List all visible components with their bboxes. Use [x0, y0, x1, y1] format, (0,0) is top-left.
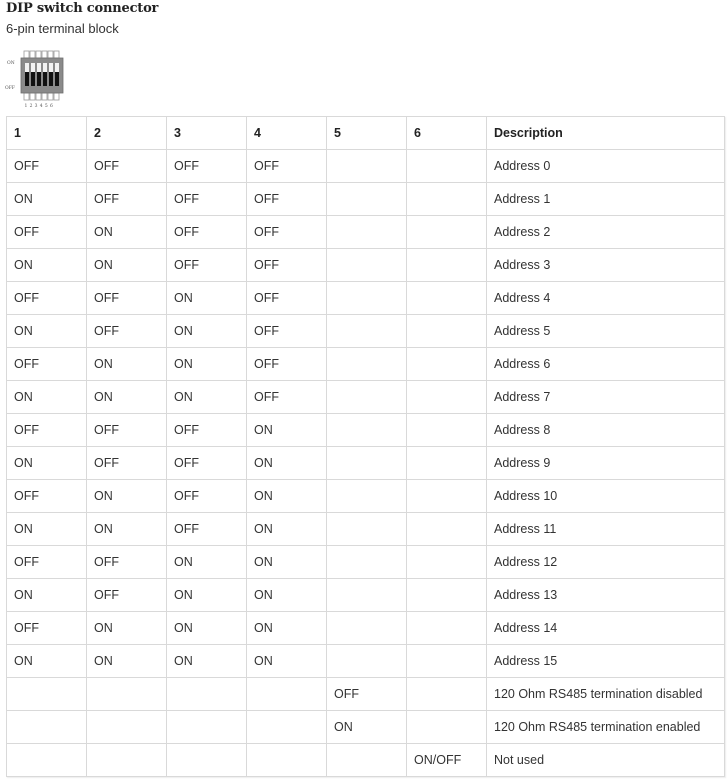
switch-6-cell: [407, 414, 487, 447]
description-cell: Address 13: [487, 579, 725, 612]
switch-1-cell: ON: [7, 645, 87, 678]
switch-6-cell: ON/OFF: [407, 744, 487, 777]
switch-1-cell: [7, 744, 87, 777]
switch-6-cell: [407, 612, 487, 645]
switch-4-cell: OFF: [247, 183, 327, 216]
description-cell: Address 2: [487, 216, 725, 249]
switch-3-cell: OFF: [167, 414, 247, 447]
table-row: [7, 480, 725, 513]
description-cell: Address 6: [487, 348, 725, 381]
switch-1-cell: ON: [7, 579, 87, 612]
switch-3-cell: ON: [167, 546, 247, 579]
switch-1-cell: [7, 711, 87, 744]
switch-4-cell: ON: [247, 645, 327, 678]
column-header-switch-4: 4: [247, 117, 327, 150]
switch-3-cell: ON: [167, 315, 247, 348]
switch-1-cell: OFF: [7, 150, 87, 183]
switch-1-cell: OFF: [7, 348, 87, 381]
description-cell: Address 5: [487, 315, 725, 348]
switch-6-cell: [407, 150, 487, 183]
table-row: [7, 447, 725, 480]
switch-3-cell: OFF: [167, 513, 247, 546]
description-cell: Address 10: [487, 480, 725, 513]
switch-3-cell: OFF: [167, 183, 247, 216]
switch-1-cell: ON: [7, 447, 87, 480]
dip-settings-table: [6, 116, 725, 777]
switch-5-cell: [327, 348, 407, 381]
description-cell: Address 7: [487, 381, 725, 414]
switch-4-cell: OFF: [247, 216, 327, 249]
description-cell: 120 Ohm RS485 termination disabled: [487, 678, 725, 711]
switch-2-cell: [87, 711, 167, 744]
switch-1-cell: OFF: [7, 546, 87, 579]
switch-2-cell: OFF: [87, 579, 167, 612]
switch-5-cell: [327, 414, 407, 447]
description-cell: Address 1: [487, 183, 725, 216]
column-header-description: Description: [487, 117, 725, 150]
switch-5-cell: [327, 546, 407, 579]
column-header-switch-3: 3: [167, 117, 247, 150]
table-body: [7, 150, 725, 777]
switch-5-cell: [327, 150, 407, 183]
switch-5-cell: [327, 645, 407, 678]
switch-3-cell: OFF: [167, 447, 247, 480]
dip-switch-image: [4, 50, 70, 110]
switch-1-cell: OFF: [7, 414, 87, 447]
column-header-switch-1: 1: [7, 117, 87, 150]
switch-2-cell: OFF: [87, 282, 167, 315]
switch-2-cell: OFF: [87, 315, 167, 348]
table-row: [7, 612, 725, 645]
switch-2-cell: OFF: [87, 546, 167, 579]
switch-3-cell: ON: [167, 381, 247, 414]
switch-5-cell: [327, 282, 407, 315]
switch-6-cell: [407, 348, 487, 381]
switch-2-cell: ON: [87, 381, 167, 414]
description-cell: Address 0: [487, 150, 725, 183]
switch-5-cell: [327, 513, 407, 546]
switch-4-cell: ON: [247, 513, 327, 546]
switch-6-cell: [407, 711, 487, 744]
switch-3-cell: ON: [167, 645, 247, 678]
switch-3-cell: ON: [167, 612, 247, 645]
table-row: [7, 183, 725, 216]
table-row: [7, 546, 725, 579]
description-cell: Address 4: [487, 282, 725, 315]
switch-6-cell: [407, 282, 487, 315]
switch-3-cell: [167, 678, 247, 711]
description-cell: Address 8: [487, 414, 725, 447]
description-cell: 120 Ohm RS485 termination enabled: [487, 711, 725, 744]
switch-3-cell: ON: [167, 348, 247, 381]
description-cell: Address 12: [487, 546, 725, 579]
dip-pin-numbers: 1 2 3 4 5 6: [24, 104, 54, 109]
switch-6-cell: [407, 249, 487, 282]
dip-on-label: ON: [7, 61, 15, 66]
switch-1-cell: OFF: [7, 612, 87, 645]
switch-6-cell: [407, 315, 487, 348]
column-header-switch-5: 5: [327, 117, 407, 150]
switch-6-cell: [407, 645, 487, 678]
table-row: [7, 678, 725, 711]
switch-5-cell: [327, 612, 407, 645]
switch-6-cell: [407, 216, 487, 249]
switch-2-cell: OFF: [87, 447, 167, 480]
switch-4-cell: ON: [247, 414, 327, 447]
switch-2-cell: [87, 744, 167, 777]
switch-5-cell: [327, 744, 407, 777]
switch-5-cell: [327, 216, 407, 249]
switch-2-cell: OFF: [87, 183, 167, 216]
switch-6-cell: [407, 579, 487, 612]
switch-5-cell: [327, 480, 407, 513]
column-header-switch-6: 6: [407, 117, 487, 150]
switch-5-cell: [327, 447, 407, 480]
dip-off-label: OFF: [5, 86, 15, 91]
switch-4-cell: [247, 678, 327, 711]
switch-4-cell: OFF: [247, 282, 327, 315]
switch-3-cell: [167, 711, 247, 744]
switch-4-cell: ON: [247, 480, 327, 513]
switch-3-cell: OFF: [167, 150, 247, 183]
switch-5-cell: [327, 183, 407, 216]
switch-3-cell: ON: [167, 579, 247, 612]
switch-4-cell: OFF: [247, 381, 327, 414]
description-cell: Address 15: [487, 645, 725, 678]
switch-3-cell: OFF: [167, 249, 247, 282]
switch-1-cell: ON: [7, 249, 87, 282]
switch-3-cell: OFF: [167, 216, 247, 249]
description-cell: Address 11: [487, 513, 725, 546]
switch-2-cell: ON: [87, 645, 167, 678]
switch-6-cell: [407, 447, 487, 480]
page-subtitle: 6-pin terminal block: [6, 21, 119, 36]
switch-4-cell: OFF: [247, 315, 327, 348]
table-row: [7, 315, 725, 348]
table-row: [7, 249, 725, 282]
table-row: [7, 348, 725, 381]
switch-2-cell: [87, 678, 167, 711]
page-title: DIP switch connector: [6, 1, 159, 16]
switch-1-cell: OFF: [7, 216, 87, 249]
switch-2-cell: OFF: [87, 414, 167, 447]
table-row: [7, 645, 725, 678]
description-cell: Address 3: [487, 249, 725, 282]
switch-5-cell: [327, 579, 407, 612]
description-cell: Not used: [487, 744, 725, 777]
switch-1-cell: [7, 678, 87, 711]
switch-1-cell: ON: [7, 513, 87, 546]
switch-6-cell: [407, 546, 487, 579]
switch-4-cell: ON: [247, 546, 327, 579]
switch-6-cell: [407, 678, 487, 711]
switch-3-cell: [167, 744, 247, 777]
switch-4-cell: OFF: [247, 249, 327, 282]
switch-6-cell: [407, 480, 487, 513]
switch-2-cell: OFF: [87, 150, 167, 183]
switch-1-cell: OFF: [7, 480, 87, 513]
switch-4-cell: OFF: [247, 150, 327, 183]
switch-3-cell: ON: [167, 282, 247, 315]
switch-2-cell: ON: [87, 348, 167, 381]
switch-2-cell: ON: [87, 216, 167, 249]
table-row: [7, 744, 725, 777]
description-cell: Address 9: [487, 447, 725, 480]
table-row: [7, 711, 725, 744]
switch-2-cell: ON: [87, 480, 167, 513]
switch-4-cell: [247, 711, 327, 744]
switch-1-cell: ON: [7, 183, 87, 216]
table-row: [7, 579, 725, 612]
switch-5-cell: [327, 315, 407, 348]
switch-4-cell: [247, 744, 327, 777]
column-header-switch-2: 2: [87, 117, 167, 150]
dip-settings-table-wrapper: [6, 116, 725, 777]
switch-5-cell: [327, 249, 407, 282]
switch-4-cell: OFF: [247, 348, 327, 381]
switch-4-cell: ON: [247, 612, 327, 645]
table-row: [7, 513, 725, 546]
table-row: [7, 150, 725, 183]
switch-2-cell: ON: [87, 249, 167, 282]
switch-5-cell: [327, 381, 407, 414]
switch-6-cell: [407, 381, 487, 414]
switch-2-cell: ON: [87, 612, 167, 645]
description-cell: Address 14: [487, 612, 725, 645]
table-header-row: [7, 117, 725, 150]
switch-6-cell: [407, 183, 487, 216]
switch-5-cell: OFF: [327, 678, 407, 711]
switch-1-cell: OFF: [7, 282, 87, 315]
table-row: [7, 414, 725, 447]
switch-5-cell: ON: [327, 711, 407, 744]
switch-6-cell: [407, 513, 487, 546]
switch-4-cell: ON: [247, 579, 327, 612]
header: [6, 0, 158, 38]
table-row: [7, 282, 725, 315]
table-row: [7, 216, 725, 249]
switch-1-cell: ON: [7, 315, 87, 348]
table-row: [7, 381, 725, 414]
switch-2-cell: ON: [87, 513, 167, 546]
switch-1-cell: ON: [7, 381, 87, 414]
switch-3-cell: OFF: [167, 480, 247, 513]
switch-4-cell: ON: [247, 447, 327, 480]
